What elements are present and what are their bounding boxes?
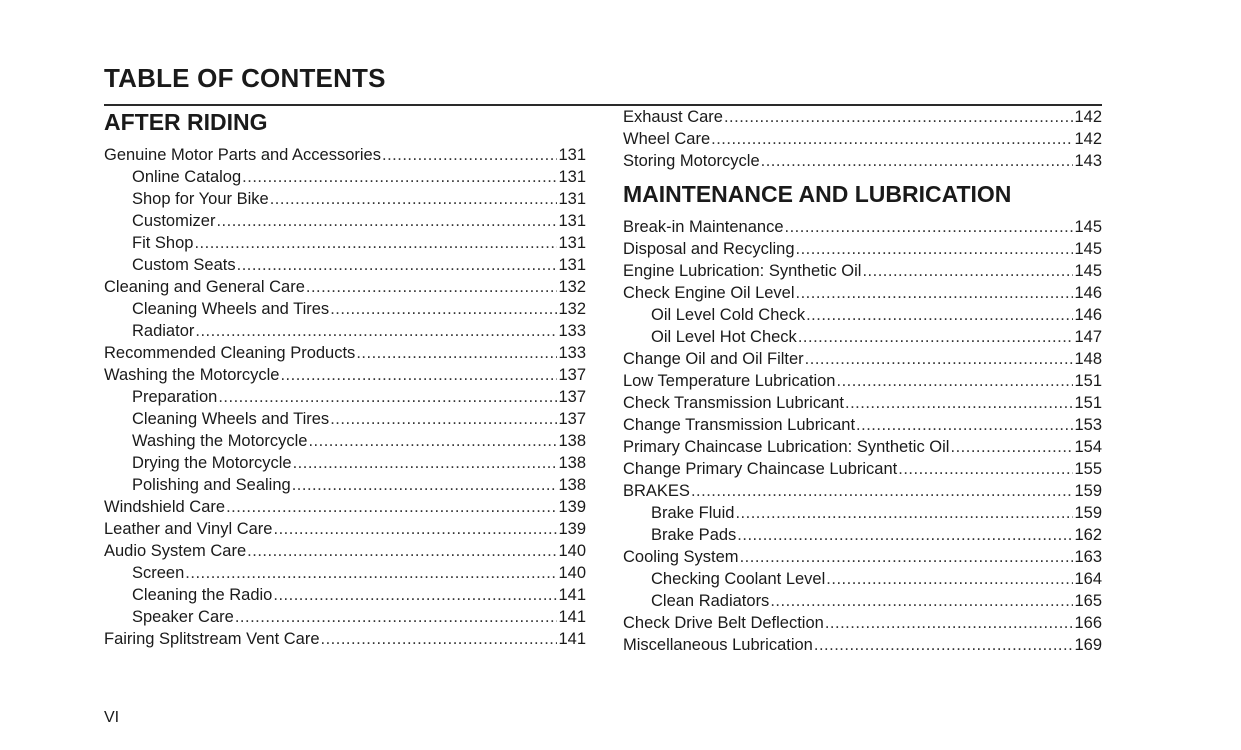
- toc-entry[interactable]: [104, 386, 586, 408]
- dot-leader: [898, 458, 1073, 480]
- dot-leader: [806, 304, 1073, 326]
- right-entry-list: [623, 216, 1102, 656]
- toc-entry-label: Custom Seats: [132, 256, 236, 274]
- dot-leader: [292, 474, 558, 496]
- toc-entry[interactable]: [104, 474, 586, 496]
- toc-entry-label: Speaker Care: [132, 608, 234, 626]
- toc-entry[interactable]: [104, 144, 586, 166]
- toc-entry[interactable]: [623, 216, 1102, 238]
- dot-leader: [796, 282, 1074, 304]
- toc-entry[interactable]: [623, 436, 1102, 458]
- toc-entry-page: 154: [1074, 438, 1102, 456]
- toc-entry[interactable]: [623, 524, 1102, 546]
- dot-leader: [185, 562, 557, 584]
- toc-entry[interactable]: [104, 232, 586, 254]
- toc-entry-label: Genuine Motor Parts and Accessories: [104, 146, 381, 164]
- toc-entry[interactable]: [623, 106, 1102, 128]
- dot-leader: [235, 606, 558, 628]
- dot-leader: [856, 414, 1073, 436]
- toc-entry-page: 131: [558, 190, 586, 208]
- toc-entry[interactable]: [623, 480, 1102, 502]
- toc-entry[interactable]: [623, 392, 1102, 414]
- toc-entry-label: Polishing and Sealing: [132, 476, 291, 494]
- dot-leader: [321, 628, 558, 650]
- toc-entry-label: Oil Level Cold Check: [651, 306, 806, 324]
- dot-leader: [216, 210, 557, 232]
- toc-entry-label: Miscellaneous Lubrication: [623, 636, 813, 654]
- toc-entry-page: 151: [1074, 394, 1102, 412]
- toc-entry-label: Change Primary Chaincase Lubricant: [623, 460, 898, 478]
- toc-entry-page: 138: [558, 476, 586, 494]
- toc-entry[interactable]: [623, 502, 1102, 524]
- toc-entry-label: Fit Shop: [132, 234, 194, 252]
- toc-entry[interactable]: [623, 612, 1102, 634]
- dot-leader: [226, 496, 557, 518]
- toc-entry-label: Brake Fluid: [651, 504, 735, 522]
- section-heading-after-riding: AFTER RIDING: [104, 109, 268, 135]
- toc-entry-page: 133: [558, 344, 586, 362]
- toc-entry-label: Customizer: [132, 212, 216, 230]
- toc-entry-page: 138: [558, 454, 586, 472]
- toc-entry-label: Preparation: [132, 388, 218, 406]
- dot-leader: [195, 320, 557, 342]
- toc-entry[interactable]: [623, 546, 1102, 568]
- toc-entry[interactable]: [104, 562, 586, 584]
- toc-entry-page: 140: [558, 542, 586, 560]
- dot-leader: [382, 144, 557, 166]
- toc-entry-page: 146: [1074, 284, 1102, 302]
- toc-entry[interactable]: [623, 348, 1102, 370]
- toc-entry[interactable]: [104, 342, 586, 364]
- dot-leader: [711, 128, 1073, 150]
- toc-entry-page: 131: [558, 146, 586, 164]
- left-entry-list: [104, 144, 586, 650]
- toc-entry-label: Leather and Vinyl Care: [104, 520, 273, 538]
- dot-leader: [761, 150, 1074, 172]
- toc-entry-label: Fairing Splitstream Vent Care: [104, 630, 320, 648]
- toc-entry-label: Oil Level Hot Check: [651, 328, 797, 346]
- toc-entry-page: 159: [1074, 504, 1102, 522]
- toc-entry-page: 146: [1074, 306, 1102, 324]
- toc-entry-page: 169: [1074, 636, 1102, 654]
- dot-leader: [845, 392, 1073, 414]
- toc-entry[interactable]: [623, 568, 1102, 590]
- dot-leader: [306, 276, 558, 298]
- toc-entry-label: Break-in Maintenance: [623, 218, 784, 236]
- toc-entry-label: Checking Coolant Level: [651, 570, 826, 588]
- toc-entry-page: 131: [558, 256, 586, 274]
- section-heading-maintenance: MAINTENANCE AND LUBRICATION: [623, 181, 1012, 207]
- left-column: [104, 106, 586, 650]
- dot-leader: [247, 540, 557, 562]
- toc-entry[interactable]: [104, 430, 586, 452]
- toc-entry-page: 131: [558, 212, 586, 230]
- toc-entry[interactable]: [623, 590, 1102, 612]
- toc-entry[interactable]: [623, 128, 1102, 150]
- toc-entry-page: 137: [558, 366, 586, 384]
- toc-entry-page: 142: [1074, 108, 1102, 126]
- toc-entry-label: Exhaust Care: [623, 108, 723, 126]
- toc-entry-label: Recommended Cleaning Products: [104, 344, 356, 362]
- dot-leader: [814, 634, 1074, 656]
- toc-entry-page: 145: [1074, 240, 1102, 258]
- toc-entry-label: Windshield Care: [104, 498, 226, 516]
- toc-entry[interactable]: [104, 628, 586, 650]
- toc-entry-page: 147: [1074, 328, 1102, 346]
- toc-entry-page: 165: [1074, 592, 1102, 610]
- dot-leader: [218, 386, 557, 408]
- toc-entry-label: Cleaning Wheels and Tires: [132, 300, 330, 318]
- toc-entry-label: Check Engine Oil Level: [623, 284, 795, 302]
- toc-entry-page: 145: [1074, 262, 1102, 280]
- toc-entry[interactable]: [623, 634, 1102, 656]
- toc-entry-label: Shop for Your Bike: [132, 190, 269, 208]
- right-column: [623, 106, 1102, 656]
- toc-entry-page: 151: [1074, 372, 1102, 390]
- toc-entry-page: 133: [558, 322, 586, 340]
- toc-entry-page: 164: [1074, 570, 1102, 588]
- right-continued-entry-list: [623, 106, 1102, 172]
- toc-entry-page: 141: [558, 630, 586, 648]
- toc-entry-page: 155: [1074, 460, 1102, 478]
- toc-entry-page: 139: [558, 498, 586, 516]
- toc-entry-label: Online Catalog: [132, 168, 242, 186]
- dot-leader: [825, 612, 1074, 634]
- toc-entry[interactable]: [623, 260, 1102, 282]
- dot-leader: [273, 584, 557, 606]
- toc-entry-label: Engine Lubrication: Synthetic Oil: [623, 262, 862, 280]
- toc-entry-label: Washing the Motorcycle: [104, 366, 280, 384]
- dot-leader: [280, 364, 557, 386]
- toc-entry[interactable]: [623, 414, 1102, 436]
- toc-entry[interactable]: [104, 166, 586, 188]
- toc-entry[interactable]: [104, 496, 586, 518]
- toc-entry-label: Radiator: [132, 322, 195, 340]
- dot-leader: [805, 348, 1074, 370]
- page-number: VI: [104, 709, 120, 726]
- dot-leader: [270, 188, 558, 210]
- toc-entry[interactable]: [104, 320, 586, 342]
- toc-entry-page: 131: [558, 234, 586, 252]
- toc-entry-label: Brake Pads: [651, 526, 737, 544]
- toc-entry[interactable]: [104, 364, 586, 386]
- toc-entry-page: 159: [1074, 482, 1102, 500]
- dot-leader: [356, 342, 557, 364]
- toc-entry-label: Wheel Care: [623, 130, 711, 148]
- toc-entry[interactable]: [104, 276, 586, 298]
- toc-entry-label: Screen: [132, 564, 185, 582]
- dot-leader: [330, 408, 557, 430]
- toc-entry[interactable]: [623, 150, 1102, 172]
- toc-entry-page: 131: [558, 168, 586, 186]
- toc-entry-page: 142: [1074, 130, 1102, 148]
- toc-entry-page: 140: [558, 564, 586, 582]
- toc-entry[interactable]: [104, 584, 586, 606]
- toc-entry-label: Cleaning Wheels and Tires: [132, 410, 330, 428]
- dot-leader: [273, 518, 557, 540]
- toc-entry[interactable]: [104, 540, 586, 562]
- dot-leader: [308, 430, 557, 452]
- dot-leader: [735, 502, 1073, 524]
- dot-leader: [950, 436, 1073, 458]
- toc-entry-label: Audio System Care: [104, 542, 247, 560]
- toc-entry[interactable]: [104, 254, 586, 276]
- dot-leader: [242, 166, 557, 188]
- toc-entry[interactable]: [104, 210, 586, 232]
- toc-entry-label: Drying the Motorcycle: [132, 454, 292, 472]
- dot-leader: [194, 232, 557, 254]
- dot-leader: [691, 480, 1074, 502]
- dot-leader: [293, 452, 558, 474]
- toc-entry-label: Change Oil and Oil Filter: [623, 350, 804, 368]
- toc-entry[interactable]: [104, 606, 586, 628]
- toc-entry-label: Storing Motorcycle: [623, 152, 760, 170]
- dot-leader: [724, 106, 1074, 128]
- toc-entry[interactable]: [104, 452, 586, 474]
- toc-entry-page: 143: [1074, 152, 1102, 170]
- toc-entry-page: 153: [1074, 416, 1102, 434]
- page-title: TABLE OF CONTENTS: [104, 63, 386, 93]
- toc-entry-label: Washing the Motorcycle: [132, 432, 308, 450]
- toc-entry-label: Disposal and Recycling: [623, 240, 795, 258]
- toc-entry-label: Primary Chaincase Lubrication: Synthetic Oil: [623, 438, 950, 456]
- toc-entry-label: Cooling System: [623, 548, 739, 566]
- toc-entry[interactable]: [623, 458, 1102, 480]
- toc-entry-label: Change Transmission Lubricant: [623, 416, 856, 434]
- dot-leader: [826, 568, 1073, 590]
- toc-entry[interactable]: [104, 408, 586, 430]
- toc-entry[interactable]: [623, 370, 1102, 392]
- toc-entry-label: Clean Radiators: [651, 592, 770, 610]
- dot-leader: [862, 260, 1073, 282]
- toc-entry[interactable]: [104, 298, 586, 320]
- toc-entry-page: 138: [558, 432, 586, 450]
- dot-leader: [737, 524, 1073, 546]
- toc-entry-page: 137: [558, 410, 586, 428]
- dot-leader: [798, 326, 1074, 348]
- toc-entry-label: Cleaning the Radio: [132, 586, 273, 604]
- toc-entry[interactable]: [623, 282, 1102, 304]
- toc-entry-page: 137: [558, 388, 586, 406]
- toc-entry[interactable]: [623, 326, 1102, 348]
- toc-entry-page: 163: [1074, 548, 1102, 566]
- toc-entry-page: 139: [558, 520, 586, 538]
- toc-entry-page: 132: [558, 300, 586, 318]
- toc-entry-label: BRAKES: [623, 482, 690, 500]
- toc-entry-label: Cleaning and General Care: [104, 278, 305, 296]
- toc-entry[interactable]: [104, 518, 586, 540]
- toc-entry[interactable]: [104, 188, 586, 210]
- dot-leader: [740, 546, 1074, 568]
- toc-entry-page: 145: [1074, 218, 1102, 236]
- toc-entry[interactable]: [623, 238, 1102, 260]
- toc-entry-label: Low Temperature Lubrication: [623, 372, 836, 390]
- toc-entry-page: 132: [558, 278, 586, 296]
- dot-leader: [785, 216, 1074, 238]
- toc-entry-label: Check Drive Belt Deflection: [623, 614, 824, 632]
- toc-entry[interactable]: [623, 304, 1102, 326]
- toc-entry-page: 148: [1074, 350, 1102, 368]
- toc-entry-page: 162: [1074, 526, 1102, 544]
- dot-leader: [796, 238, 1074, 260]
- dot-leader: [770, 590, 1073, 612]
- dot-leader: [837, 370, 1074, 392]
- toc-entry-page: 166: [1074, 614, 1102, 632]
- dot-leader: [330, 298, 557, 320]
- toc-entry-label: Check Transmission Lubricant: [623, 394, 845, 412]
- toc-entry-page: 141: [558, 608, 586, 626]
- toc-entry-page: 141: [558, 586, 586, 604]
- dot-leader: [237, 254, 558, 276]
